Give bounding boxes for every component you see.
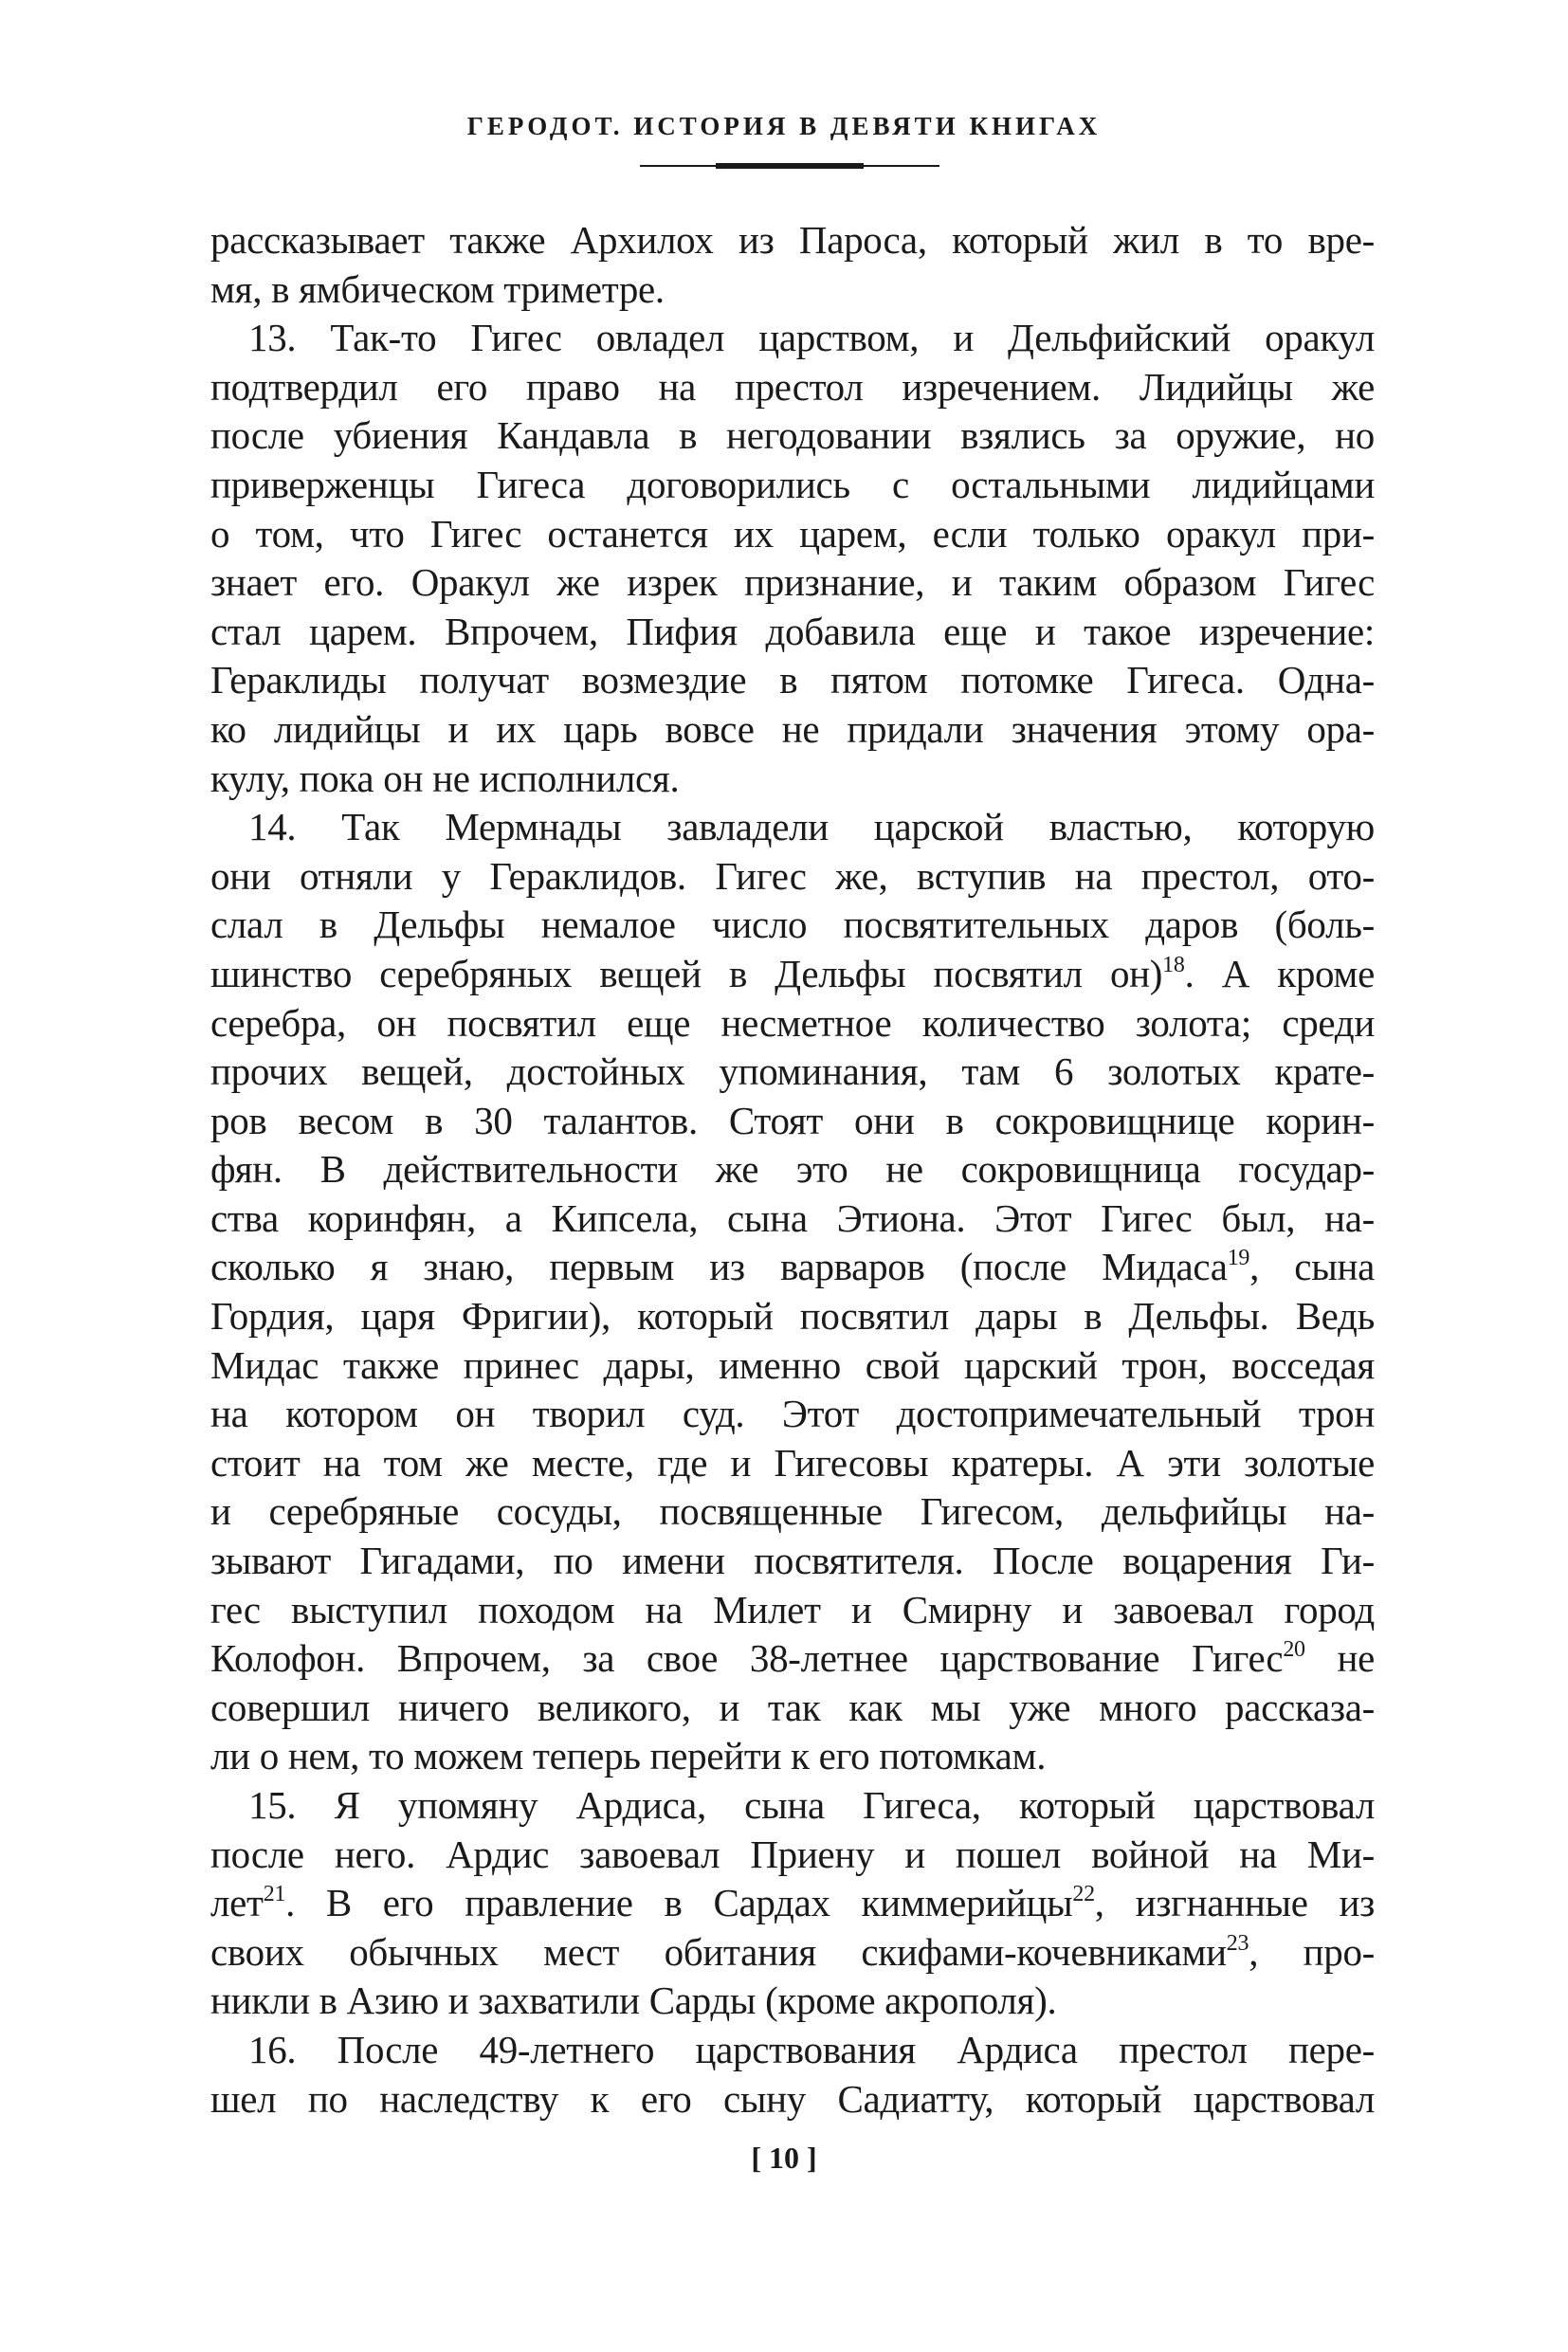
text-line [210, 1341, 1375, 1391]
line-text: стал царем. Впрочем, Пифия добавила еще и такое изречение: [210, 609, 1375, 653]
page-number: [ 10 ] [751, 2141, 817, 2175]
line-text: прочих вещей, достойных упоминания, там 6 золотых крате- [210, 1049, 1375, 1094]
text-line [210, 1390, 1375, 1439]
line-text: гес выступил походом на Милет и Смирну и завоевал город [210, 1587, 1375, 1632]
text-line [210, 2075, 1375, 2124]
body-text [210, 216, 1375, 2124]
line-text: шинство серебряных вещей в Дельфы посвятил он) [210, 951, 1163, 995]
text-line [210, 411, 1375, 461]
paragraph-first-line [210, 2026, 1375, 2075]
footnote-marker: 21 [263, 1882, 286, 1907]
text-line [210, 755, 1375, 804]
footnote-marker: 18 [1162, 952, 1185, 977]
text-line [210, 265, 1375, 315]
text-line [210, 1537, 1375, 1586]
text-line [210, 1487, 1375, 1537]
line-text: мя, в ямбическом триметре. [210, 266, 665, 311]
line-text: ров весом в 30 талантов. Стоят они в сокровищнице корин- [210, 1098, 1375, 1142]
text-line [210, 1439, 1375, 1488]
footnote-marker: 19 [1227, 1246, 1250, 1271]
line-text: и серебряные сосуды, посвященные Гигесом, дельфийцы на- [210, 1489, 1375, 1534]
line-text: 15. Я упомяну Ардиса, сына Гигеса, который царствовал [248, 1783, 1375, 1827]
line-text: Гераклиды получат возмездие в пятом потомке Гигеса. Одна- [210, 658, 1375, 702]
paragraph-first-line [210, 314, 1375, 363]
line-text: совершил ничего великого, и так как мы уже много рассказа- [210, 1685, 1375, 1729]
text-line [210, 1879, 1375, 1928]
text-line [210, 950, 1375, 999]
line-text: подтвердил его право на престол изречением. Лидийцы же [210, 364, 1375, 409]
line-text: рассказывает также Архилох из Пароса, который жил в то вре- [210, 218, 1375, 262]
line-text: ства коринфян, а Кипсела, сына Этиона. Этот Гигес был, на- [210, 1195, 1375, 1240]
line-text: знает его. Оракул же изрек признание, и таким образом Гигес [210, 560, 1375, 605]
line-text: не [1304, 1636, 1375, 1681]
line-text: кулу, пока он не исполнился. [210, 756, 680, 800]
text-line [210, 705, 1375, 755]
line-text: ко лидийцы и их царь вовсе не придали значения этому ора- [210, 706, 1375, 751]
line-text: 14. Так Мермнады завладели царской властью, которую [248, 805, 1375, 849]
line-text: слал в Дельфы немалое число посвятительных даров (боль- [210, 903, 1375, 947]
text-line [210, 558, 1375, 608]
text-line [210, 656, 1375, 705]
footnote-marker: 23 [1226, 1930, 1249, 1956]
line-text: , изгнанные из [1094, 1881, 1375, 1925]
text-line [210, 510, 1375, 559]
text-line [210, 1586, 1375, 1635]
line-text: своих обычных мест обитания скифами-кочевниками [210, 1929, 1227, 1974]
line-text: серебра, он посвятил еще несметное количество золота; среди [210, 1000, 1375, 1045]
text-line [210, 1732, 1375, 1781]
footnote-marker: 20 [1283, 1637, 1305, 1663]
paragraph-first-line [210, 803, 1375, 852]
line-text: . А кроме [1184, 951, 1375, 995]
line-text: о том, что Гигес останется их царем, если только оракул при- [210, 511, 1375, 556]
text-line [210, 1977, 1375, 2026]
running-title: ГЕРОДОТ. ИСТОРИЯ В ДЕВЯТИ КНИГАХ [466, 112, 1102, 140]
text-line [210, 608, 1375, 657]
line-text: . В его правление в Сардах киммерийцы [285, 1881, 1073, 1925]
line-text: они отняли у Гераклидов. Гигес же, вступив на престол, ото- [210, 853, 1375, 898]
line-text: зывают Гигадами, по имени посвятителя. После воцарения Ги- [210, 1539, 1375, 1583]
line-text: ли о нем, то можем теперь перейти к его потомкам. [210, 1734, 1047, 1778]
text-line [210, 1048, 1375, 1097]
paragraph-first-line [210, 1781, 1375, 1831]
text-line [210, 1194, 1375, 1244]
text-line [210, 216, 1375, 265]
footnote-marker: 22 [1072, 1882, 1095, 1907]
text-line [210, 461, 1375, 510]
text-line [210, 1634, 1375, 1684]
line-text: , про- [1249, 1929, 1376, 1974]
line-text: фян. В действительности же это не сокровищница государ- [210, 1147, 1375, 1192]
line-text: стоит на том же месте, где и Гигесовы кратеры. А эти золотые [210, 1440, 1375, 1485]
line-text: на котором он творил суд. Этот достопримечательный трон [210, 1392, 1375, 1436]
line-text: , сына [1249, 1245, 1375, 1289]
line-text: сколько я знаю, первым из варваров (после Мидаса [210, 1245, 1228, 1289]
text-line [210, 1292, 1375, 1341]
line-text: после него. Ардис завоевал Приену и пошел войной на Ми- [210, 1832, 1375, 1876]
line-text: Мидас также принес дары, именно свой царский трон, восседая [210, 1342, 1375, 1387]
line-text: после убиения Кандавла в негодовании взялись за оружие, но [210, 413, 1375, 458]
line-text: шел по наследству к его сыну Садиатту, который царствовал [210, 2076, 1375, 2121]
text-line [210, 1684, 1375, 1733]
text-line [210, 852, 1375, 902]
text-line [210, 363, 1375, 412]
line-text: 16. После 49-летнего царствования Ардиса престол пере- [248, 2027, 1375, 2071]
line-text: приверженцы Гигеса договорились с остальными лидийцами [210, 462, 1375, 506]
text-line [210, 1831, 1375, 1880]
line-text: лет [210, 1881, 264, 1925]
line-text: Колофон. Впрочем, за свое 38-летнее царствование Гигес [210, 1636, 1284, 1681]
text-line [210, 1243, 1375, 1292]
line-text: никли в Азию и захватили Сарды (кроме акрополя). [210, 1978, 1057, 2023]
header-rule-ornament [716, 163, 864, 169]
text-line [210, 1145, 1375, 1194]
text-line [210, 999, 1375, 1048]
line-text: Гордия, царя Фригии), который посвятил дары в Дельфы. Ведь [210, 1294, 1375, 1339]
text-line [210, 1928, 1375, 1978]
line-text: 13. Так-то Гигес овладел царством, и Дельфийский оракул [248, 316, 1375, 360]
text-line [210, 1097, 1375, 1146]
text-line [210, 901, 1375, 950]
